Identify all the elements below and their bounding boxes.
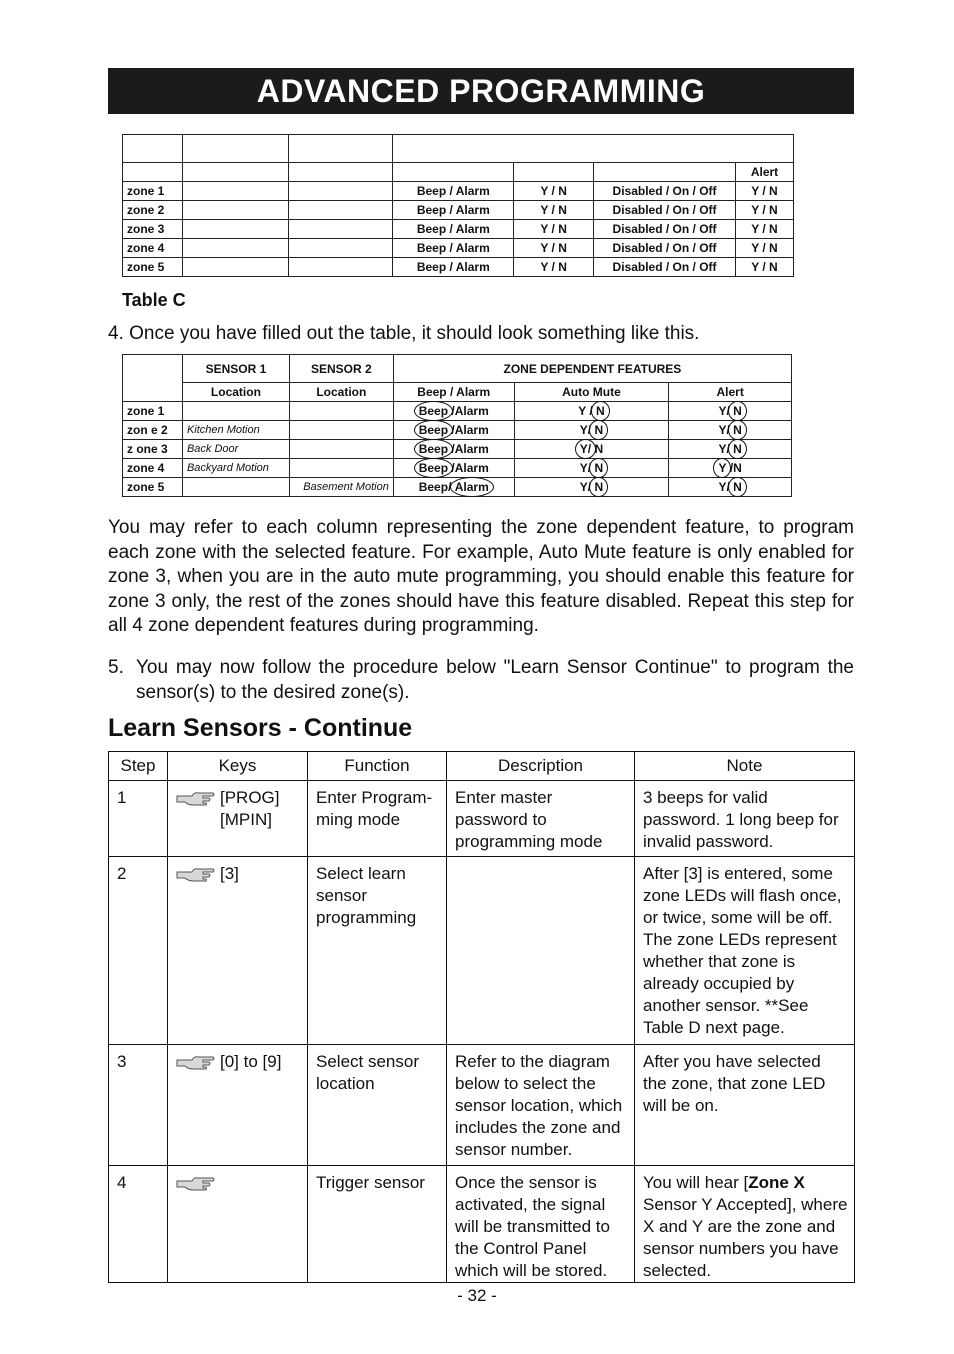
circled-option: Y/ bbox=[579, 442, 592, 456]
circled-option: N bbox=[733, 442, 742, 456]
table-row: z one 3 Back Door Beep /Alarm Y/ N Y/ N bbox=[123, 440, 792, 459]
key-label: [3] bbox=[220, 864, 239, 883]
steps-table: Step Keys Function Description Note 1 [PROG] [MPIN] Enter Program-ming mode Enter master password to programming mode 3 beeps for valid password. 1 long beep for invalid password. 2 [3] Select learn sensor programming After [3] is entered, some zone LEDs will flash once, or twice, some will be off. The zone LEDs represent whether that zone is already occupied by another sensor. **See Table D next page. 3 [0] to [9] Select sensor location Refer to the diagram below to select the sensor location, which includes the zone and sensor number. After you have selected the zone, that zone LED will be on. 4 Trigger sensor Once the sensor is activated, the signal will be transmitted to the Control Panel which will be stored. You will hear [Zone X Sensor Y Accepted], where X and Y are the zone and sensor numbers you have selected. bbox=[108, 751, 855, 1283]
table-row: zone 2 Beep / Alarm Y / N Disabled / On / Off Y / N bbox=[123, 201, 794, 220]
table-row: zone 1 Beep /Alarm Y / N Y/ N bbox=[123, 402, 792, 421]
page-title: ADVANCED PROGRAMMING bbox=[256, 73, 706, 109]
table-row: zone 5 Beep / Alarm Y / N Disabled / On / Off Y / N bbox=[123, 258, 794, 277]
alert-header: Alert bbox=[736, 163, 794, 182]
circled-option: Beep bbox=[418, 461, 449, 475]
circled-option: Beep bbox=[418, 423, 449, 437]
step-5: 5. You may now follow the procedure below "Learn Sensor Continue" to program the sensor(s) to the desired zone(s). bbox=[108, 657, 854, 703]
table-row: 3 [0] to [9] Select sensor location Refer to the diagram below to select the sensor location, which includes the zone and sensor number. After you have selected the zone, that zone LED will be on. bbox=[109, 1045, 855, 1166]
zone-features-header: ZONE DEPENDENT FEATURES bbox=[393, 355, 791, 383]
table-row: zone 3 Beep / Alarm Y / N Disabled / On / Off Y / N bbox=[123, 220, 794, 239]
page-title-banner bbox=[108, 68, 854, 114]
pointing-hand-icon bbox=[176, 865, 216, 883]
circled-option: N bbox=[733, 480, 742, 494]
circled-option: N bbox=[733, 423, 742, 437]
sensor2-header: SENSOR 2 bbox=[289, 355, 393, 383]
circled-option: N bbox=[594, 423, 604, 437]
pointing-hand-icon bbox=[176, 1053, 216, 1071]
key-label: [PROG] [MPIN] bbox=[220, 788, 280, 829]
table-row: 2 [3] Select learn sensor programming After [3] is entered, some zone LEDs will flash once, or twice, some will be off. The zone LEDs represent whether that zone is already occupied by another sensor. **See Table D next page. bbox=[109, 857, 855, 1045]
sensor1-header: SENSOR 1 bbox=[182, 355, 289, 383]
circled-option: N bbox=[594, 461, 604, 475]
step-4-text: 4. Once you have filled out the table, it should look something like this. bbox=[108, 323, 700, 344]
circled-option: Beep bbox=[418, 404, 449, 418]
table-row: zone 4 Beep / Alarm Y / N Disabled / On / Off Y / N bbox=[123, 239, 794, 258]
table-c bbox=[122, 134, 794, 277]
circled-option: N bbox=[596, 404, 605, 418]
page-number: - 32 - bbox=[457, 1286, 497, 1305]
circled-option: N bbox=[594, 480, 604, 494]
table-row: zone 1 Beep / Alarm Y / N Disabled / On / Off Y / N bbox=[123, 182, 794, 201]
circled-option: Y bbox=[718, 461, 727, 475]
body-paragraph: You may refer to each column representing the zone dependent feature, to program each zone with the selected feature. For example, Auto Mute feature is only enabled for zone 3, when you are in the auto mute programming, you should enable this feature for zone 3 only, the rest of the zones should have this feature disabled. Repeat this step for all 4 zone dependent features during programming. bbox=[108, 517, 854, 636]
circled-option: Alarm bbox=[454, 480, 489, 494]
section-title: Learn Sensors - Continue bbox=[108, 714, 413, 742]
table-row: zone 5 Basement Motion Beep/ Alarm Y/ N Y/ N bbox=[123, 478, 792, 497]
table-row: 4 Trigger sensor Once the sensor is activated, the signal will be transmitted to the Control Panel which will be stored. You will hear [Zone X Sensor Y Accepted], where X and Y are the zone and sensor numbers you have selected. bbox=[109, 1166, 855, 1283]
circled-option: Beep bbox=[418, 442, 449, 456]
circled-option: N bbox=[733, 404, 742, 418]
table-caption: Table C bbox=[122, 290, 186, 310]
key-label: [0] to [9] bbox=[220, 1052, 282, 1071]
example-table: SENSOR 1 SENSOR 2 ZONE DEPENDENT FEATURES Location Location Beep / Alarm Auto Mute Alert zone 1 Beep /Alarm Y / N Y/ N zon e 2 Kitchen Motion Beep /Alarm Y/ N Y/ N z one 3 Back Door Beep /Alarm Y/ N Y/ N zone 4 Backyard Motion Beep /Alarm Y/ N Y /N zone 5 Basement Motion Beep/ Alarm Y/ N Y/ N bbox=[122, 354, 792, 497]
table-row: zon e 2 Kitchen Motion Beep /Alarm Y/ N Y/ N bbox=[123, 421, 792, 440]
table-row: 1 [PROG] [MPIN] Enter Program-ming mode Enter master password to programming mode 3 beeps for valid password. 1 long beep for invalid password. bbox=[109, 781, 855, 857]
pointing-hand-icon bbox=[176, 789, 216, 807]
pointing-hand-icon bbox=[176, 1174, 216, 1192]
table-row: zone 4 Backyard Motion Beep /Alarm Y/ N Y /N bbox=[123, 459, 792, 478]
